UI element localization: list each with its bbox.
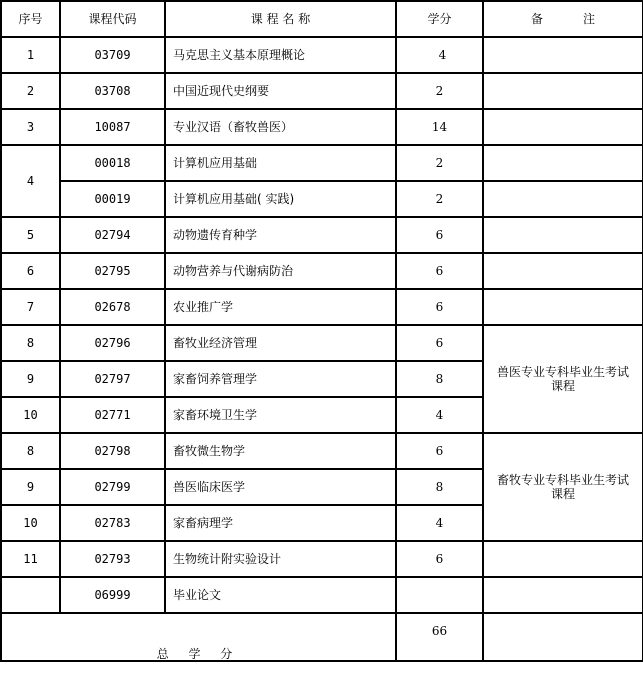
table-row <box>1 325 643 361</box>
course-code-cell: 02796 <box>60 325 165 361</box>
remarks-cell <box>483 109 643 145</box>
course-code-cell: 02795 <box>60 253 165 289</box>
credits-cell: 6 <box>396 325 483 361</box>
header-seq: 序号 <box>1 1 60 37</box>
seq-cell: 8 <box>1 433 60 469</box>
credits-cell: 6 <box>396 433 483 469</box>
table-row <box>1 217 643 253</box>
course-code-cell: 03708 <box>60 73 165 109</box>
table-header-row <box>1 1 643 37</box>
seq-cell: 9 <box>1 361 60 397</box>
credits-cell: 4 <box>396 37 483 73</box>
course-code-cell: 10087 <box>60 109 165 145</box>
header-credits: 学分 <box>396 1 483 37</box>
credits-cell <box>396 577 483 613</box>
course-name-cell: 专业汉语（畜牧兽医） <box>165 109 396 145</box>
credits-cell: 14 <box>396 109 483 145</box>
table-row <box>1 181 643 217</box>
total-label-cell <box>1 613 396 661</box>
course-code-cell: 02771 <box>60 397 165 433</box>
total-label: 总 学 分 <box>156 647 241 661</box>
course-code-cell: 00019 <box>60 181 165 217</box>
course-name-cell: 畜牧微生物学 <box>165 433 396 469</box>
course-name-cell: 计算机应用基础 <box>165 145 396 181</box>
header-course-name: 课 程 名 称 <box>165 1 396 37</box>
seq-cell: 10 <box>1 505 60 541</box>
seq-cell: 9 <box>1 469 60 505</box>
course-code-cell: 02793 <box>60 541 165 577</box>
seq-cell: 10 <box>1 397 60 433</box>
table-row <box>1 37 643 73</box>
course-name-cell: 动物遗传育种学 <box>165 217 396 253</box>
credits-cell: 2 <box>396 145 483 181</box>
course-name-cell: 动物营养与代谢病防治 <box>165 253 396 289</box>
header-remarks-part2: 注 <box>583 12 596 26</box>
course-code-cell: 06999 <box>60 577 165 613</box>
course-code-cell: 02794 <box>60 217 165 253</box>
credits-cell: 2 <box>396 181 483 217</box>
header-course-code: 课程代码 <box>60 1 165 37</box>
seq-cell: 1 <box>1 37 60 73</box>
credits-cell: 6 <box>396 253 483 289</box>
course-code-cell: 00018 <box>60 145 165 181</box>
seq-cell: 4 <box>1 145 60 217</box>
seq-cell: 3 <box>1 109 60 145</box>
course-code-cell: 02783 <box>60 505 165 541</box>
course-name-cell: 家畜饲养管理学 <box>165 361 396 397</box>
table-row <box>1 253 643 289</box>
seq-cell: 7 <box>1 289 60 325</box>
credits-cell: 6 <box>396 289 483 325</box>
remarks-veterinary-line1: 兽医专业专科毕业生考试 <box>496 365 629 379</box>
course-name-cell: 计算机应用基础( 实践) <box>165 181 396 217</box>
remarks-cell <box>483 73 643 109</box>
course-name-cell: 畜牧业经济管理 <box>165 325 396 361</box>
total-remarks-cell <box>483 613 643 661</box>
table-row <box>1 541 643 577</box>
header-remarks-part1: 备 <box>530 12 543 26</box>
remarks-cell <box>483 577 643 613</box>
credits-cell: 2 <box>396 73 483 109</box>
seq-cell <box>1 577 60 613</box>
course-name-cell: 兽医临床医学 <box>165 469 396 505</box>
course-name-cell: 家畜病理学 <box>165 505 396 541</box>
remarks-cell <box>483 289 643 325</box>
table-row <box>1 109 643 145</box>
table-row <box>1 145 643 181</box>
course-name-cell: 生物统计附实验设计 <box>165 541 396 577</box>
header-remarks <box>483 1 643 37</box>
table-row <box>1 433 643 469</box>
course-name-cell: 农业推广学 <box>165 289 396 325</box>
table-row <box>1 289 643 325</box>
remarks-cell <box>483 37 643 73</box>
remarks-cell <box>483 181 643 217</box>
seq-cell: 5 <box>1 217 60 253</box>
course-name-cell: 家畜环境卫生学 <box>165 397 396 433</box>
credits-cell: 8 <box>396 361 483 397</box>
course-code-cell: 02797 <box>60 361 165 397</box>
table-row <box>1 577 643 613</box>
course-code-cell: 02799 <box>60 469 165 505</box>
course-name-cell: 马克思主义基本原理概论 <box>165 37 396 73</box>
course-name-cell: 毕业论文 <box>165 577 396 613</box>
seq-cell: 11 <box>1 541 60 577</box>
table-row <box>1 73 643 109</box>
remarks-cell <box>483 253 643 289</box>
remarks-veterinary-line2: 课程 <box>550 379 575 393</box>
remarks-animal-husbandry-line1: 畜牧专业专科毕业生考试 <box>496 473 629 487</box>
total-credits-cell: 66 <box>396 613 483 661</box>
credits-cell: 6 <box>396 217 483 253</box>
total-row <box>1 613 643 661</box>
remarks-cell <box>483 217 643 253</box>
course-name-cell: 中国近现代史纲要 <box>165 73 396 109</box>
course-code-cell: 03709 <box>60 37 165 73</box>
credits-cell: 4 <box>396 505 483 541</box>
seq-cell: 2 <box>1 73 60 109</box>
credits-cell: 8 <box>396 469 483 505</box>
remarks-animal-husbandry-group <box>483 433 643 541</box>
course-code-cell: 02678 <box>60 289 165 325</box>
remarks-animal-husbandry-line2: 课程 <box>550 487 575 501</box>
credits-cell: 4 <box>396 397 483 433</box>
remarks-veterinary-group <box>483 325 643 433</box>
course-code-cell: 02798 <box>60 433 165 469</box>
seq-cell: 6 <box>1 253 60 289</box>
remarks-cell <box>483 145 643 181</box>
credits-cell: 6 <box>396 541 483 577</box>
remarks-cell <box>483 541 643 577</box>
seq-cell: 8 <box>1 325 60 361</box>
